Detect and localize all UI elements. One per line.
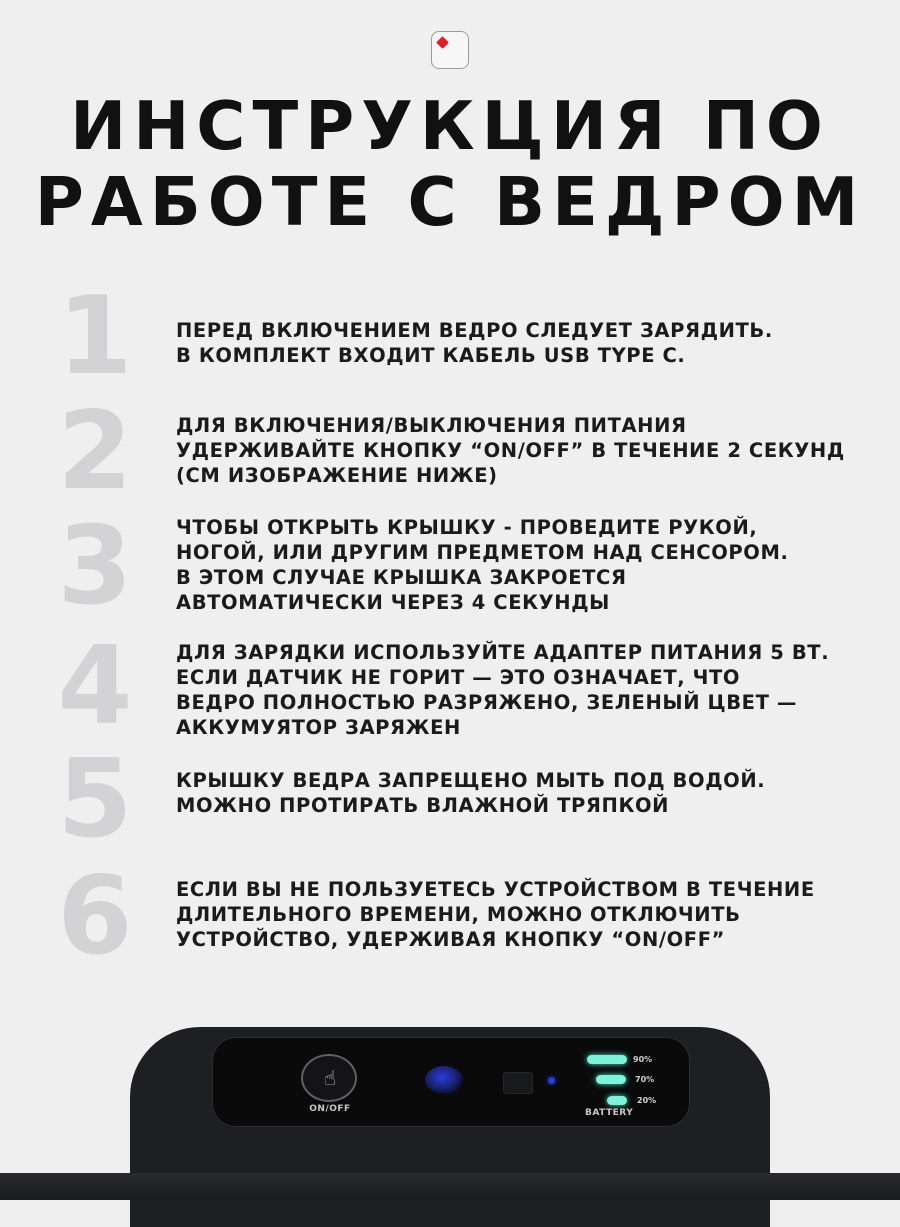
step-number-6: 6: [57, 854, 133, 979]
brand-logo: [431, 31, 469, 69]
step-text-4: [176, 640, 876, 740]
power-button[interactable]: [301, 1054, 357, 1102]
battery-level-label: 70%: [635, 1075, 655, 1084]
step-3-line: ЧТОБЫ ОТКРЫТЬ КРЫШКУ - ПРОВЕДИТЕ РУКОЙ,: [176, 516, 758, 539]
step-text-5: [176, 768, 876, 818]
step-text-1: [176, 318, 876, 368]
battery-bar-70: [596, 1075, 626, 1084]
step-number-3: 3: [57, 504, 133, 629]
step-6-line: УСТРОЙСТВО, УДЕРЖИВАЯ КНОПКУ “ON/OFF”: [176, 928, 726, 951]
usb-port: [503, 1072, 533, 1094]
status-led: [548, 1077, 555, 1084]
battery-level-label: 20%: [637, 1096, 657, 1105]
step-1-line: В КОМПЛЕКТ ВХОДИТ КАБЕЛЬ USB TYPE C.: [176, 344, 686, 367]
step-text-6: [176, 877, 876, 952]
step-3-line: В ЭТОМ СЛУЧАЕ КРЫШКА ЗАКРОЕТСЯ: [176, 566, 627, 589]
bucket-lid-edge: [0, 1173, 900, 1200]
power-button-label: ON/OFF: [309, 1104, 351, 1114]
battery-bar-20: [607, 1096, 627, 1105]
title-line-1: ИНСТРУКЦИЯ ПО: [70, 87, 830, 165]
page-title: [0, 88, 900, 240]
step-number-1: 1: [57, 274, 133, 399]
step-2-line: УДЕРЖИВАЙТЕ КНОПКУ “ON/OFF” В ТЕЧЕНИЕ 2 СЕКУНД: [176, 439, 845, 462]
step-4-line: ДЛЯ ЗАРЯДКИ ИСПОЛЬЗУЙТЕ АДАПТЕР ПИТАНИЯ 5 ВТ.: [176, 641, 830, 664]
step-number-5: 5: [57, 737, 133, 862]
step-5-line: МОЖНО ПРОТИРАТЬ ВЛАЖНОЙ ТРЯПКОЙ: [176, 794, 670, 817]
step-text-3: [176, 515, 876, 615]
step-3-line: НОГОЙ, ИЛИ ДРУГИМ ПРЕДМЕТОМ НАД СЕНСОРОМ.: [176, 541, 789, 564]
title-line-2: РАБОТЕ С ВЕДРОМ: [34, 163, 866, 241]
step-6-line: ЕСЛИ ВЫ НЕ ПОЛЬЗУЕТЕСЬ УСТРОЙСТВОМ В ТЕЧЕНИЕ: [176, 878, 815, 901]
touch-hand-icon: ☝: [323, 1066, 337, 1090]
red-diamond-logo-icon: [436, 36, 449, 49]
battery-bar-90: [587, 1055, 627, 1064]
step-number-4: 4: [57, 624, 133, 749]
step-3-line: АВТОМАТИЧЕСКИ ЧЕРЕЗ 4 СЕКУНДЫ: [176, 591, 610, 614]
step-4-line: АККУМУЯТОР ЗАРЯЖЕН: [176, 716, 461, 739]
step-2-line: (СМ ИЗОБРАЖЕНИЕ НИЖЕ): [176, 464, 498, 487]
step-6-line: ДЛИТЕЛЬНОГО ВРЕМЕНИ, МОЖНО ОТКЛЮЧИТЬ: [176, 903, 741, 926]
step-1-line: ПЕРЕД ВКЛЮЧЕНИЕМ ВЕДРО СЛЕДУЕТ ЗАРЯДИТЬ.: [176, 319, 773, 342]
step-5-line: КРЫШКУ ВЕДРА ЗАПРЕЩЕНО МЫТЬ ПОД ВОДОЙ.: [176, 769, 766, 792]
step-text-2: [176, 413, 876, 488]
step-2-line: ДЛЯ ВКЛЮЧЕНИЯ/ВЫКЛЮЧЕНИЯ ПИТАНИЯ: [176, 414, 687, 437]
motion-sensor: [425, 1066, 463, 1094]
step-4-line: ЕСЛИ ДАТЧИК НЕ ГОРИТ — ЭТО ОЗНАЧАЕТ, ЧТО: [176, 666, 741, 689]
battery-label: BATTERY: [585, 1108, 634, 1118]
step-number-2: 2: [57, 389, 133, 514]
battery-level-label: 90%: [633, 1055, 653, 1064]
step-4-line: ВЕДРО ПОЛНОСТЬЮ РАЗРЯЖЕНО, ЗЕЛЕНЫЙ ЦВЕТ —: [176, 691, 797, 714]
